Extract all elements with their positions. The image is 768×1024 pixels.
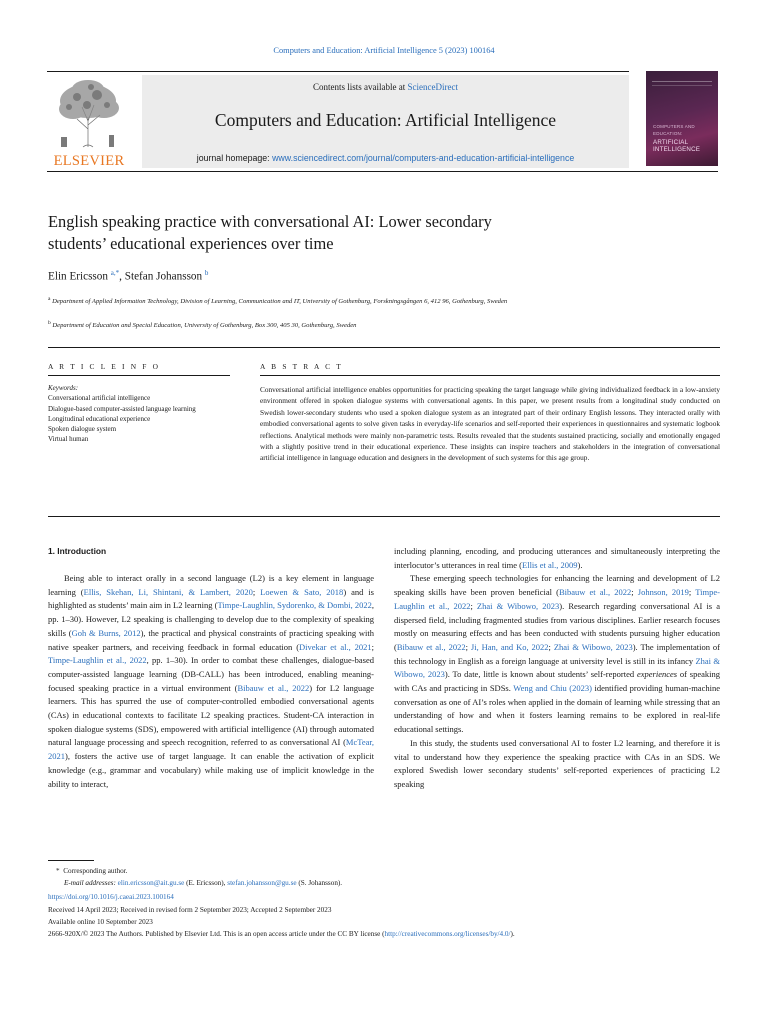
- abstract-rule: [260, 375, 720, 376]
- body-text: including planning, encoding, and producing utterances and simultaneously interpreting the interlocutor’s utterances in real time (: [394, 546, 720, 570]
- elsevier-tree-logo[interactable]: [47, 77, 129, 167]
- citation-link[interactable]: Ellis et al., 2009: [522, 559, 578, 570]
- email-addresses: [48, 877, 728, 889]
- emphasis-text: experiences: [636, 669, 678, 680]
- body-column-left: [48, 572, 374, 791]
- email-link[interactable]: elin.ericsson@ait.gu.se: [117, 879, 185, 888]
- cover-small-text: COMPUTERS AND EDUCATION:: [653, 124, 695, 136]
- email-owner: (S. Johansson).: [296, 879, 343, 888]
- cover-divider: [652, 85, 712, 86]
- cover-title: [653, 123, 713, 153]
- abstract-heading: A B S T R A C T: [260, 362, 343, 371]
- body-text: ). The implementation of this technology in English as a foreign language at university level is still in its infancy: [394, 641, 720, 666]
- body-paragraph: In this study, the students used conversational AI to foster L2 learning, and therefore it is vital to understand how they experience the speaking practice with CAs in an SDS. We explored Swedish lower secondary students’ self-reported experiences of practicing L2 speaking: [394, 737, 720, 789]
- abstract-bottom-rule: [48, 516, 720, 517]
- footnote-marker: *: [56, 867, 60, 875]
- cover-title-line: INTELLIGENCE: [653, 146, 701, 153]
- citation-link[interactable]: Zhai & Wibowo, 2023: [476, 600, 560, 611]
- article-title-line: students’ educational experiences over time: [48, 234, 334, 253]
- footnote-rule: [48, 860, 94, 861]
- body-text: ), fosters the active use of target language. It can enable the activation of explicit knowledge (e.g., grammar and vocabulary) while making use of implicit knowledge in the ability to interact,: [48, 751, 374, 789]
- body-text: Being able to interact orally in a second language (L2) is a key element in language learning (: [48, 573, 374, 597]
- contents-line: [142, 82, 629, 92]
- body-column-right: [394, 545, 720, 792]
- body-text: ).: [577, 559, 583, 570]
- cover-title-line: ARTIFICIAL: [653, 139, 689, 146]
- body-text: ). Research regarding conversational AI is a dispersed field, including fragmented studies from various disciplines. Earlier research focuses mostly on measuring effects and has been conducted with students pursuing higher education (: [394, 600, 720, 652]
- title-bottom-rule: [48, 347, 720, 348]
- license-text: 2666-920X/© 2023 The Authors. Published by Elsevier Ltd. This is an open access article under the CC BY license (: [48, 930, 385, 939]
- body-text: , pp. 1–30). In order to combat these challenges, dialogue-based computer-assisted language learning (DB-CALL) has been introduced, enabling meaning-focused speaking practice in a virtual environment (: [48, 655, 375, 693]
- keyword-item: Conversational artificial intelligence: [48, 394, 151, 403]
- email-link[interactable]: stefan.johansson@gu.se: [227, 879, 297, 888]
- email-owner: (E. Ericsson),: [184, 879, 228, 888]
- citation-link[interactable]: Timpe-Laughlin et al., 2022: [48, 655, 147, 666]
- keyword-item: Longitudinal educational experience: [48, 414, 151, 423]
- body-text: ;: [688, 587, 696, 598]
- citation-link[interactable]: Johnson, 2019: [637, 587, 689, 598]
- citation-link[interactable]: Bibauw et al., 2022: [237, 682, 310, 693]
- corresponding-author-note: [48, 865, 728, 877]
- body-text: ;: [631, 587, 638, 598]
- license-statement: [48, 928, 728, 940]
- citation-link[interactable]: McTear, 2021: [48, 737, 374, 762]
- section-heading: 1. Introduction: [48, 546, 107, 556]
- citation-link[interactable]: Bibauw et al., 2022: [396, 641, 466, 652]
- body-text: identified providing human-machine conversation as one of AI’s roles when applied in the domain of learning while stressing that an understanding of how and when it fosters learning remains to be explored in real-life educational settings.: [394, 683, 720, 735]
- affiliation-b: [48, 318, 628, 331]
- journal-homepage-link[interactable]: www.sciencedirect.com/journal/computers-and-education-artificial-intelligence: [272, 153, 575, 163]
- footnote-text: Corresponding author.: [63, 867, 128, 875]
- article-info-heading: A R T I C L E I N F O: [48, 362, 161, 371]
- masthead-bottom-rule: [47, 171, 718, 172]
- homepage-label: journal homepage:: [196, 153, 273, 163]
- author-affiliation-marker[interactable]: b: [204, 269, 209, 277]
- article-title-line: English speaking practice with conversational AI: Lower secondary: [48, 212, 492, 231]
- citation-link[interactable]: Zhai & Wibowo, 2023: [394, 655, 720, 680]
- journal-homepage-line: [142, 153, 629, 163]
- license-link[interactable]: http://creativecommons.org/licenses/by/4.0/: [384, 930, 511, 939]
- author-name: Stefan Johansson: [124, 270, 203, 283]
- keyword-item: Spoken dialogue system: [48, 425, 117, 434]
- keywords-block: [48, 383, 218, 445]
- sciencedirect-link[interactable]: ScienceDirect: [407, 82, 458, 92]
- journal-name[interactable]: Computers and Education: Artificial Intelligence: [214, 110, 557, 130]
- elsevier-wordmark: ELSEVIER: [53, 153, 125, 169]
- journal-masthead: [47, 71, 629, 169]
- article-info-rule: [48, 375, 230, 376]
- running-head[interactable]: Computers and Education: Artificial Intelligence 5 (2023) 100164: [273, 46, 495, 55]
- affiliation-text: Department of Applied Information Technology, Division of Learning, Communication and IT, University of Gothenburg, Forskningsgången 6, 412 96, Gothenburg, Sweden: [52, 298, 508, 306]
- author-list: [48, 269, 208, 283]
- body-text: ) for L2 language learners. This has spurred the use of computer-controlled embodied conversational agents (CAs) in educational contexts to facilitate L2 speaking practices. Student-CA interaction in spoken dialogue systems (SDS), empowered with artificial intelligence (AI) through automated natural language processing and speech recognition, referred to as conversational AI (: [48, 682, 374, 748]
- available-online-date: Available online 10 September 2023: [48, 917, 153, 926]
- citation-link[interactable]: Weng and Chiu (2023): [513, 683, 592, 694]
- citation-link[interactable]: Bibauw et al., 2022: [558, 587, 632, 598]
- citation-link[interactable]: Loewen & Sato, 2018: [260, 586, 344, 597]
- author-name: Elin Ericsson: [48, 270, 108, 283]
- body-text: ). To date, little is known about students’ self-reported: [444, 669, 637, 680]
- citation-link[interactable]: Timpe-Laughlin et al., 2022: [394, 587, 720, 611]
- keywords-title: Keywords:: [48, 384, 79, 392]
- affiliation-text: Department of Education and Special Education, University of Gothenburg, Box 300, 405 30, Gothenburg, Sweden: [52, 322, 357, 330]
- body-paragraph: [394, 572, 720, 736]
- affiliation-a: [48, 294, 628, 307]
- abstract-text: Conversational artificial intelligence enables opportunities for practicing speaking the target language while giving individualized feedback in a low-anxiety environment offered in spoken dialogue systems with conversational agents. In this paper, we present results from a longitudinal study conducted on Swedish lower-secondary students who used a spoken dialogue system as an integrated part of their ordinary English lessons. They interacted orally with embodied conversational agents to solve given tasks in everyday-life scenarios and self-reported their experiences in questionnaires and systematic logbook reflections. Analytical methods were mainly non-parametric tests. Results revealed that the students sustained practicing, socially and emotionally engaged with a slightly positive trend in their educational experience. These insights can inspire teachers and stakeholders in the integration of conversational artificial intelligence in language education and designers in the development of such systems for this age group.: [260, 385, 720, 463]
- body-text: ;: [548, 641, 554, 652]
- tree-icon: [47, 77, 129, 149]
- contents-prefix: Contents lists available at: [313, 82, 408, 92]
- citation-link[interactable]: Ji, Han, and Ko, 2022: [470, 641, 549, 652]
- author-affiliation-marker[interactable]: a,*: [110, 269, 120, 277]
- citation-link[interactable]: Divekar et al., 2021: [299, 641, 372, 652]
- affiliation-marker: a: [48, 296, 51, 302]
- license-text: ).: [510, 930, 515, 939]
- citation-link[interactable]: Ellis, Skehan, Li, Shintani, & Lambert, 2020: [83, 586, 253, 597]
- keyword-item: Virtual human: [48, 435, 89, 444]
- body-paragraph: [394, 545, 720, 572]
- citation-link[interactable]: Timpe-Laughlin, Sydorenko, & Dombi, 2022: [217, 600, 372, 611]
- affiliation-marker: b: [48, 320, 51, 326]
- body-text: ) and is highlighted as students’ main aim in L2 learning (: [48, 586, 374, 611]
- masthead-banner: [142, 75, 629, 168]
- email-label: E-mail addresses:: [64, 879, 116, 888]
- body-paragraph: [48, 572, 374, 791]
- journal-cover-thumbnail[interactable]: [646, 71, 718, 166]
- body-text: These emerging speech technologies for enhancing the learning and development of L2 speaking skills have been proven beneficial (: [394, 573, 720, 598]
- body-text: ;: [470, 600, 477, 611]
- received-dates: Received 14 April 2023; Received in revised form 2 September 2023; Accepted 2 September 2023: [48, 905, 332, 914]
- body-text: of speaking with CAs and practicing in SDSs.: [394, 669, 721, 694]
- footnotes: [48, 865, 728, 940]
- cover-divider: [652, 81, 712, 82]
- citation-link[interactable]: Zhai & Wibowo, 2023: [553, 641, 633, 652]
- author-separator: ,: [119, 270, 125, 283]
- doi-link[interactable]: https://doi.org/10.1016/j.caeai.2023.100164: [48, 893, 174, 902]
- body-text: ;: [371, 641, 374, 652]
- citation-link[interactable]: Goh & Burns, 2012: [71, 627, 141, 638]
- body-text: ;: [252, 586, 261, 597]
- body-text: ;: [465, 641, 471, 652]
- body-text: ), the practical and physical constraints of practicing speaking with native speaker partners, and receiving feedback in formal education (: [48, 627, 375, 652]
- keyword-item: Dialogue-based computer-assisted language learning: [48, 404, 196, 413]
- article-title: [48, 211, 608, 255]
- body-text: , pp. 1–30). However, L2 speaking is challenging to develop due to the complexity of speaking skills (: [48, 600, 374, 638]
